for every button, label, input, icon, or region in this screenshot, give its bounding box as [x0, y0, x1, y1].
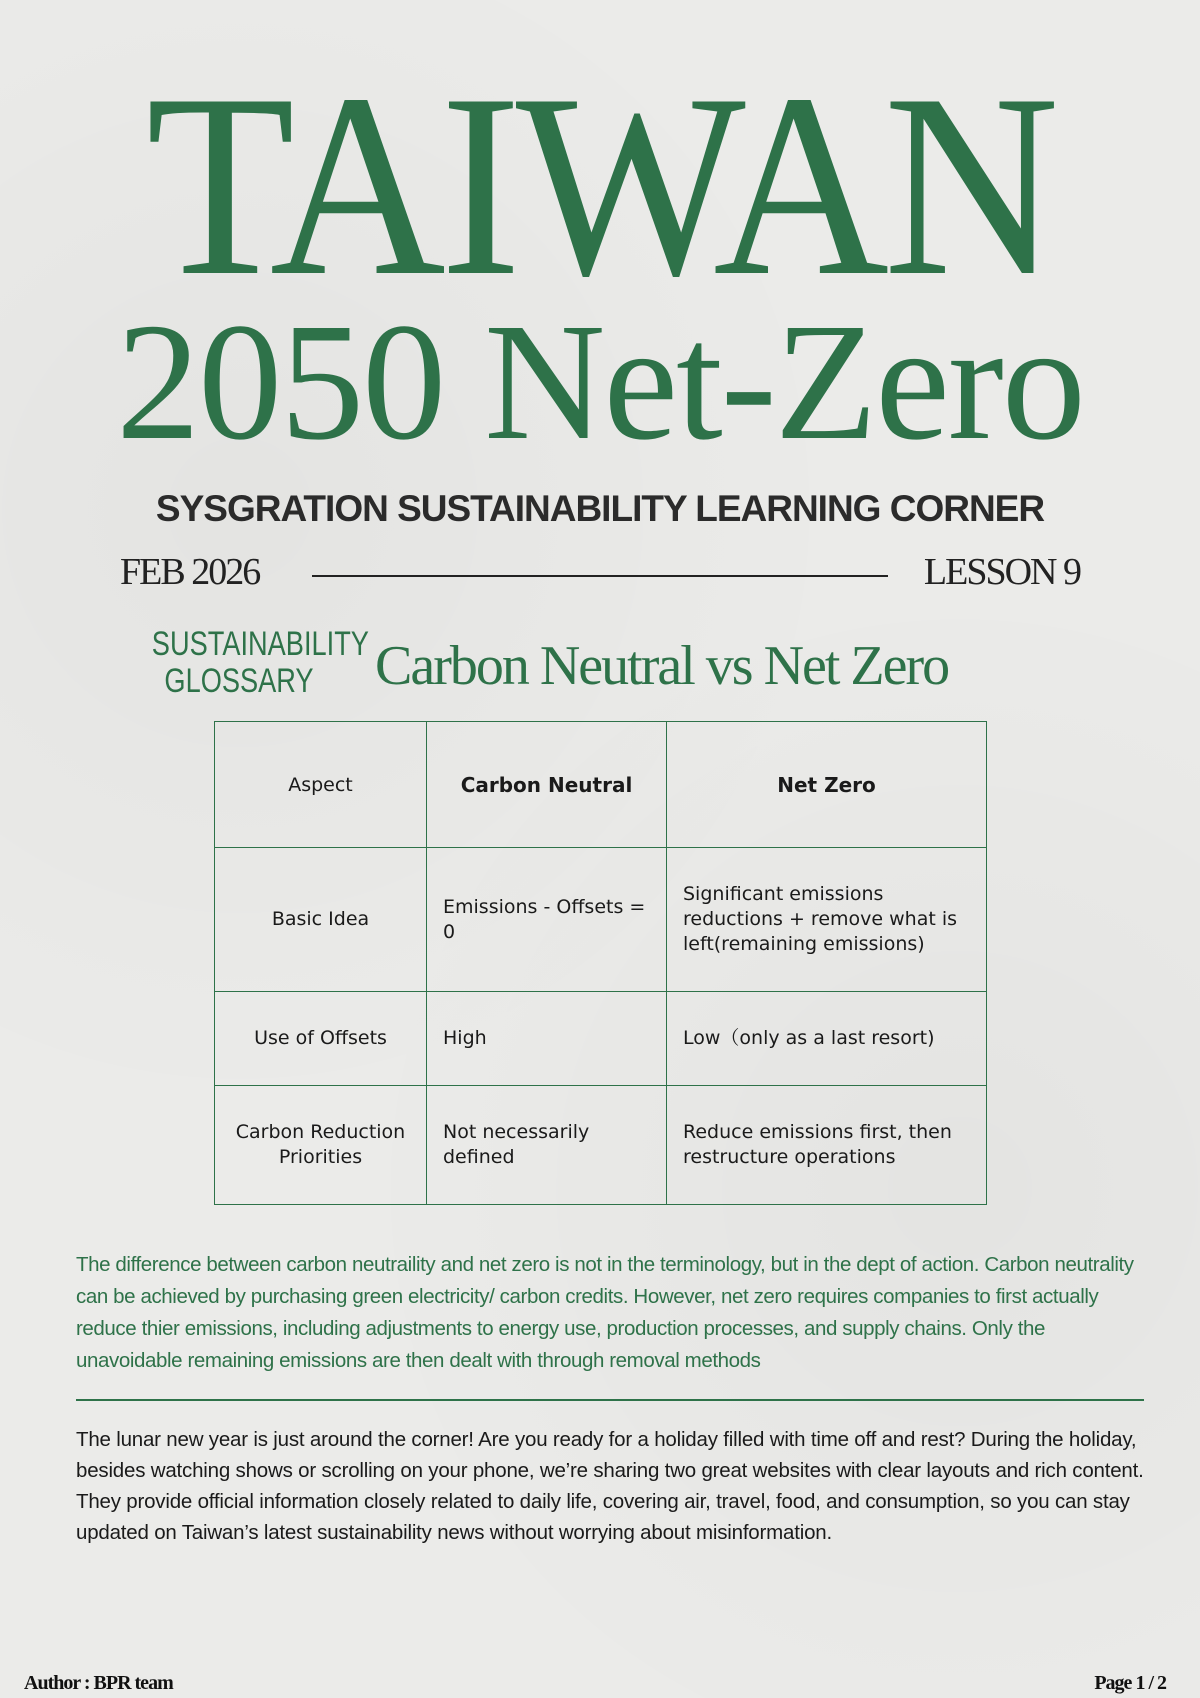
- cell: Carbon Reduction Priorities: [215, 1086, 427, 1205]
- cell: Not necessarily defined: [427, 1086, 667, 1205]
- glossary-label-line1: SUSTAINABILITY: [151, 625, 369, 663]
- table-row: [215, 1086, 987, 1205]
- body-text: [76, 1424, 1156, 1548]
- glossary-label: [151, 625, 369, 700]
- header-aspect: Aspect: [215, 722, 427, 848]
- divider: [76, 1399, 1144, 1401]
- header-carbon-neutral: Carbon Neutral: [427, 722, 667, 848]
- lesson-number: LESSON 9: [923, 551, 1080, 593]
- body-paragraph: They provide official information closely related to daily life, covering air, travel, food, and consumption, so you can stay updated on Taiwan’s latest sustainability news without worrying about misinformation.: [76, 1490, 1130, 1544]
- subtitle: 2050 Net-Zero: [116, 289, 1084, 475]
- main-title: TAIWAN: [146, 40, 1054, 330]
- issue-date: FEB 2026: [120, 551, 260, 593]
- author: Author : BPR team: [24, 1672, 173, 1694]
- glossary-title: Carbon Neutral vs Net Zero: [375, 635, 949, 697]
- cell: Low（only as a last resort): [667, 992, 987, 1086]
- corner-heading: SYSGRATION SUSTAINABILITY LEARNING CORNER: [155, 488, 1045, 529]
- divider: [312, 575, 888, 577]
- header-net-zero: Net Zero: [667, 722, 987, 848]
- table-header-row: [215, 722, 987, 848]
- page-number: Page 1 / 2: [1094, 1672, 1166, 1694]
- cell: High: [427, 992, 667, 1086]
- table-row: [215, 848, 987, 992]
- summary-paragraph: The difference between carbon neutraility and net zero is not in the terminology, but in the dept of action. Carbon neutrality can be achieved by purchasing green electricity/ carbon credits. However, net zero requires companies to first actually reduce thier emissions, including adjustments to energy use, production processes, and supply chains. Only the unavoidable remaining emissions are then dealt with through removal methods: [76, 1253, 1134, 1372]
- cell: Use of Offsets: [215, 992, 427, 1086]
- cell: Reduce emissions first, then restructure operations: [667, 1086, 987, 1205]
- cell: Significant emissions reductions + remove what is left(remaining emissions): [667, 848, 987, 992]
- cell: Emissions - Offsets = 0: [427, 848, 667, 992]
- body-paragraph: The lunar new year is just around the corner! Are you ready for a holiday filled with time off and rest? During the holiday, besides watching shows or scrolling on your phone, we’re sharing two great websites with clear layouts and rich content.: [76, 1428, 1144, 1482]
- cell: Basic Idea: [215, 848, 427, 992]
- glossary-label-line2: GLOSSARY: [164, 662, 314, 700]
- table-row: [215, 992, 987, 1086]
- comparison-table: [214, 721, 987, 1205]
